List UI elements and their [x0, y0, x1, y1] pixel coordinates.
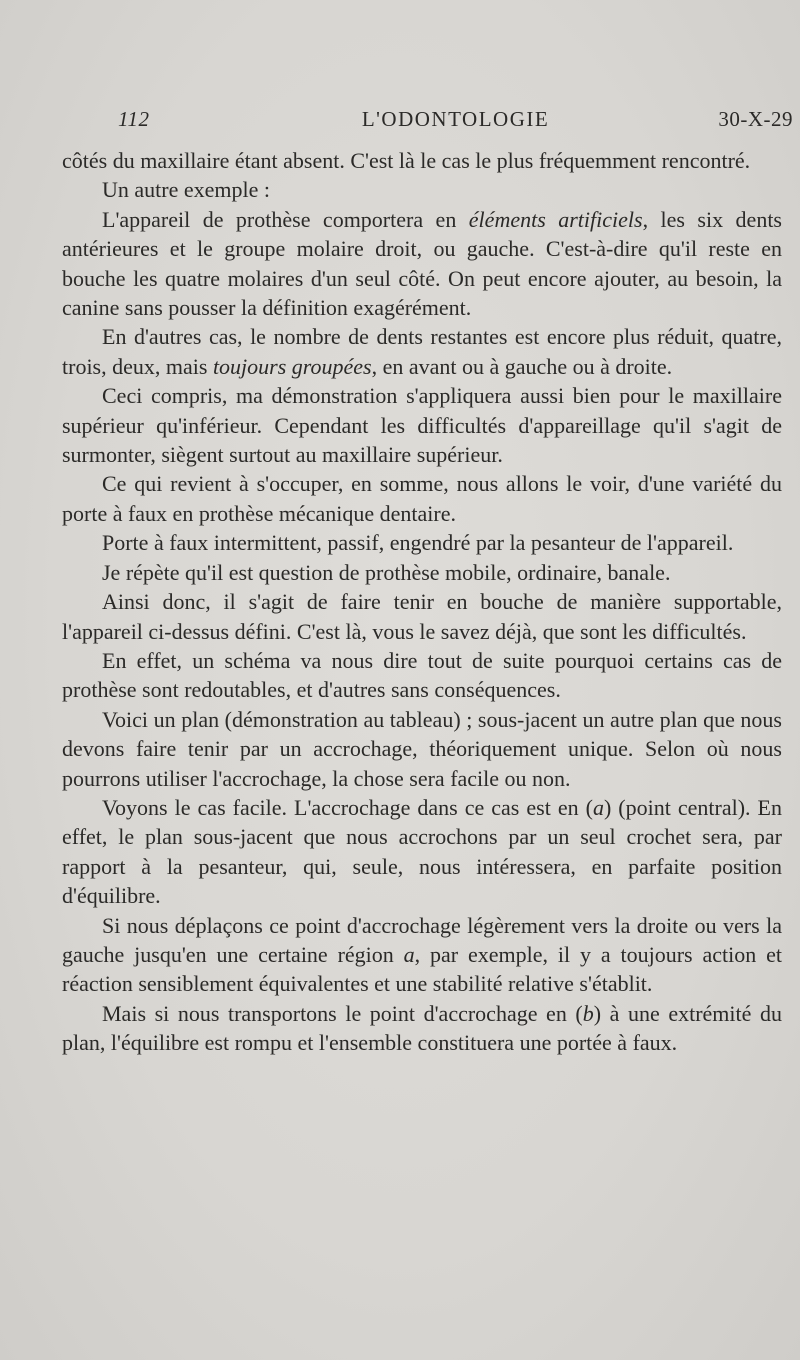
- paragraph: [62, 558, 782, 587]
- italic-text: éléments artificiels: [468, 206, 643, 232]
- text-segment: ) (point central). En effet, le plan sous-jacent que nous accrochons par un seul crochet sera, par rapport à la pesanteur, qui, seule, nous intéressera, en parfaite position d'équilibre.: [62, 794, 782, 909]
- paragraph: [62, 587, 782, 646]
- text-segment: côtés du maxillaire étant absent. C'est là le cas le plus fréquemment rencontré.: [62, 148, 751, 173]
- text-segment: Porte à faux intermittent, passif, engendré par la pesanteur de l'appareil.: [102, 530, 734, 556]
- journal-title: L'ODONTOLOGIE: [361, 107, 550, 131]
- paragraph: [62, 528, 782, 557]
- text-segment: En d'autres cas, le nombre de dents restantes est encore plus réduit, quatre, trois, deux, mais: [62, 324, 782, 379]
- body-text: [62, 146, 782, 1058]
- text-segment: Voici un plan (démonstration au tableau) ; sous-jacent un autre plan que nous devons faire tenir par un accrochage, théoriquement unique. Selon où nous pourrons utiliser l'accrochage, la chose sera facile ou non.: [62, 706, 782, 791]
- text-segment: Ce qui revient à s'occuper, en somme, nous allons le voir, d'une variété du porte à faux en prothèse mécanique dentaire.: [62, 471, 782, 526]
- paragraph: [62, 175, 782, 204]
- text-segment: Ceci compris, ma démonstration s'appliquera aussi bien pour le maxillaire supérieur qu'inférieur. Cependant les difficultés d'appareillage qu'il s'agit de surmonter, siègent surtout au maxillaire supérieur.: [62, 383, 782, 468]
- paragraph: [62, 205, 782, 323]
- running-header: [118, 107, 793, 137]
- text-segment: Ainsi donc, il s'agit de faire tenir en bouche de manière supportable, l'appareil ci-dessus défini. C'est là, vous le savez déjà, que sont les difficultés.: [62, 589, 782, 644]
- paragraph: [62, 999, 782, 1058]
- text-segment: Un autre exemple :: [102, 177, 270, 203]
- paragraph: [62, 381, 782, 469]
- italic-text: b: [582, 1000, 594, 1026]
- text-segment: L'appareil de prothèse comportera en: [102, 206, 469, 232]
- italic-text: a: [403, 941, 415, 967]
- text-segment: Si nous déplaçons ce point d'accrochage légèrement vers la droite ou vers la gauche jusqu'en une certaine région: [62, 912, 782, 967]
- issue-date: 30-X-29: [718, 107, 793, 131]
- page-number: 112: [118, 107, 150, 131]
- italic-text: toujours groupées: [212, 353, 372, 379]
- paragraph: [62, 646, 782, 705]
- paragraph: [62, 705, 782, 793]
- text-segment: , les six dents antérieures et le groupe molaire droit, ou gauche. C'est-à-dire qu'il reste en bouche les quatre molaires d'un seul côté. On peut encore ajouter, au besoin, la canine sans pousser la définition exagérément.: [62, 206, 782, 321]
- paragraph: [62, 911, 782, 999]
- text-segment: Voyons le cas facile. L'accrochage dans ce cas est en (: [102, 794, 593, 820]
- text-segment: , par exemple, il y a toujours action et réaction sensiblement équivalentes et une stabilité relative s'établit.: [62, 941, 782, 997]
- text-segment: Mais si nous transportons le point d'accrochage en (: [102, 1000, 583, 1026]
- paragraph: [62, 793, 782, 911]
- italic-text: a: [592, 794, 604, 820]
- paragraph: [62, 322, 782, 381]
- text-segment: En effet, un schéma va nous dire tout de suite pourquoi certains cas de prothèse sont redoutables, et d'autres sans conséquences.: [62, 647, 782, 703]
- paragraph: [62, 469, 782, 528]
- paragraph: [62, 146, 782, 175]
- text-segment: , en avant ou à gauche ou à droite.: [371, 353, 673, 379]
- text-segment: Je répète qu'il est question de prothèse mobile, ordinaire, banale.: [102, 559, 671, 585]
- text-segment: ) à une extrémité du plan, l'équilibre est rompu et l'ensemble constituera une portée à faux.: [62, 1000, 782, 1056]
